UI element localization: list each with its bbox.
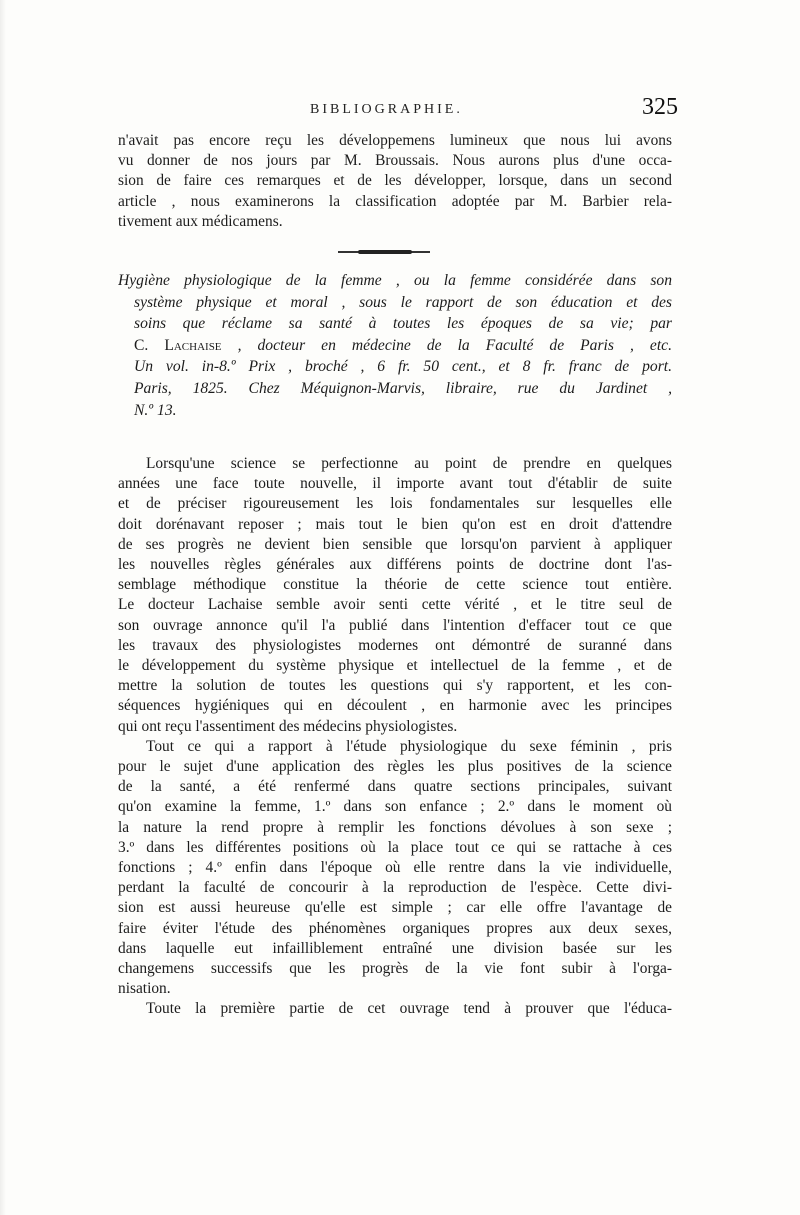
intro-paragraph xyxy=(118,131,672,232)
citation-author-credentials: , docteur en médecine de la Faculté de Paris , etc. xyxy=(221,336,672,354)
text-line: tivement aux médicamens. xyxy=(118,212,283,230)
citation-author: C. Lachaise xyxy=(134,336,222,354)
text-line: Lorsqu'une science se perfectionne au point de prendre en quelques xyxy=(146,455,672,472)
citation-title-line: système physique et moral , sous le rapport de son éducation et des xyxy=(134,293,672,311)
text-line: dans laquelle eut infailliblement entraîné une division basée sur les xyxy=(118,939,672,957)
citation-publisher-line: Paris, 1825. Chez Méquignon-Marvis, libraire, rue du Jardinet , xyxy=(134,379,672,397)
text-line: de ses progrès ne devient bien sensible que lorsqu'on parvient à appliquer xyxy=(118,535,672,553)
text-line: le développement du système physique et intellectuel de la femme , et de xyxy=(118,657,672,675)
text-line: mettre la solution de toutes les questions qui s'y rapportent, et les con- xyxy=(118,677,672,695)
text-line: pour le sujet d'une application des règles les plus positives de la science xyxy=(118,758,672,776)
text-line: Le docteur Lachaise semble avoir senti cette vérité , et le titre seul de xyxy=(118,596,672,614)
text-line: nisation. xyxy=(118,980,171,998)
text-line: fonctions ; 4.º enfin dans l'époque où elle rentre dans la vie individuelle, xyxy=(118,859,672,877)
text-line: qui ont reçu l'assentiment des médecins physiologistes. xyxy=(118,717,458,735)
citation-publication-line: Un vol. in-8.º Prix , broché , 6 fr. 50 cent., et 8 fr. franc de port. xyxy=(134,358,672,376)
text-line: et de préciser rigoureusement les lois fondamentales sur lesquelles elle xyxy=(118,495,672,513)
citation-title-line: Hygiène physiologique de la femme , ou la femme considérée dans son xyxy=(118,272,672,289)
text-line: semblage méthodique constitue la théorie de cette science tout entière. xyxy=(118,576,672,594)
text-line: de la santé, a été renfermé dans quatre sections principales, suivant xyxy=(118,778,672,796)
text-line: 3.º dans les différentes positions où la place tout ce qui se rattache à ces xyxy=(118,838,672,856)
text-line: changemens successifs que les progrès de la vie font subir à l'orga- xyxy=(118,960,672,978)
citation-address-line: N.º 13. xyxy=(134,401,177,419)
text-line: sion est aussi heureuse qu'elle est simple ; car elle offre l'avantage de xyxy=(118,899,672,917)
text-line: qu'on examine la femme, 1.º dans son enfance ; 2.º dans le moment où xyxy=(118,798,672,816)
section-divider xyxy=(338,251,430,253)
page-edge-shadow xyxy=(0,0,6,1215)
page-header xyxy=(118,94,678,128)
text-line: années une face toute nouvelle, il importe avant tout d'établir de suite xyxy=(118,475,672,493)
page-number: 325 xyxy=(642,94,678,120)
running-head: BIBLIOGRAPHIE. xyxy=(310,102,463,117)
text-line: article , nous examinerons la classification adoptée par M. Barbier rela- xyxy=(118,192,672,210)
text-line: sion de faire ces remarques et de les développer, lorsque, dans un second xyxy=(118,172,672,190)
book-citation xyxy=(118,270,672,421)
text-line: les travaux des physiologistes modernes ont démontré de suranné dans xyxy=(118,636,672,654)
text-line: n'avait pas encore reçu les développemens lumineux que nous lui avons xyxy=(118,132,672,149)
text-line: séquences hygiéniques qui en découlent , en harmonie avec les principes xyxy=(118,697,672,715)
text-line: les nouvelles règles générales aux différens points de doctrine dont l'as- xyxy=(118,556,672,574)
text-line: Toute la première partie de cet ouvrage tend à prouver que l'éduca- xyxy=(146,1000,672,1018)
text-line: vu donner de nos jours par M. Broussais. Nous aurons plus d'une occa- xyxy=(118,152,672,170)
text-line: perdant la faculté de concourir à la reproduction de l'espèce. Cette divi- xyxy=(118,879,672,897)
text-line: doit dorénavant reposer ; mais tout le bien qu'on est en droit d'attendre xyxy=(118,515,672,533)
text-line: son ouvrage annonce qu'il l'a publié dans l'intention d'effacer tout ce que xyxy=(118,616,672,634)
citation-author-line xyxy=(118,335,672,357)
citation-title-line: soins que réclame sa santé à toutes les époques de sa vie; par xyxy=(134,315,672,333)
text-line: faire éviter l'étude des phénomènes organiques propres aux deux sexes, xyxy=(118,919,672,937)
text-line: Tout ce qui a rapport à l'étude physiologique du sexe féminin , pris xyxy=(146,737,672,755)
review-body xyxy=(118,454,672,1020)
text-line: la nature la rend propre à remplir les fonctions dévolues à son sexe ; xyxy=(118,818,672,836)
